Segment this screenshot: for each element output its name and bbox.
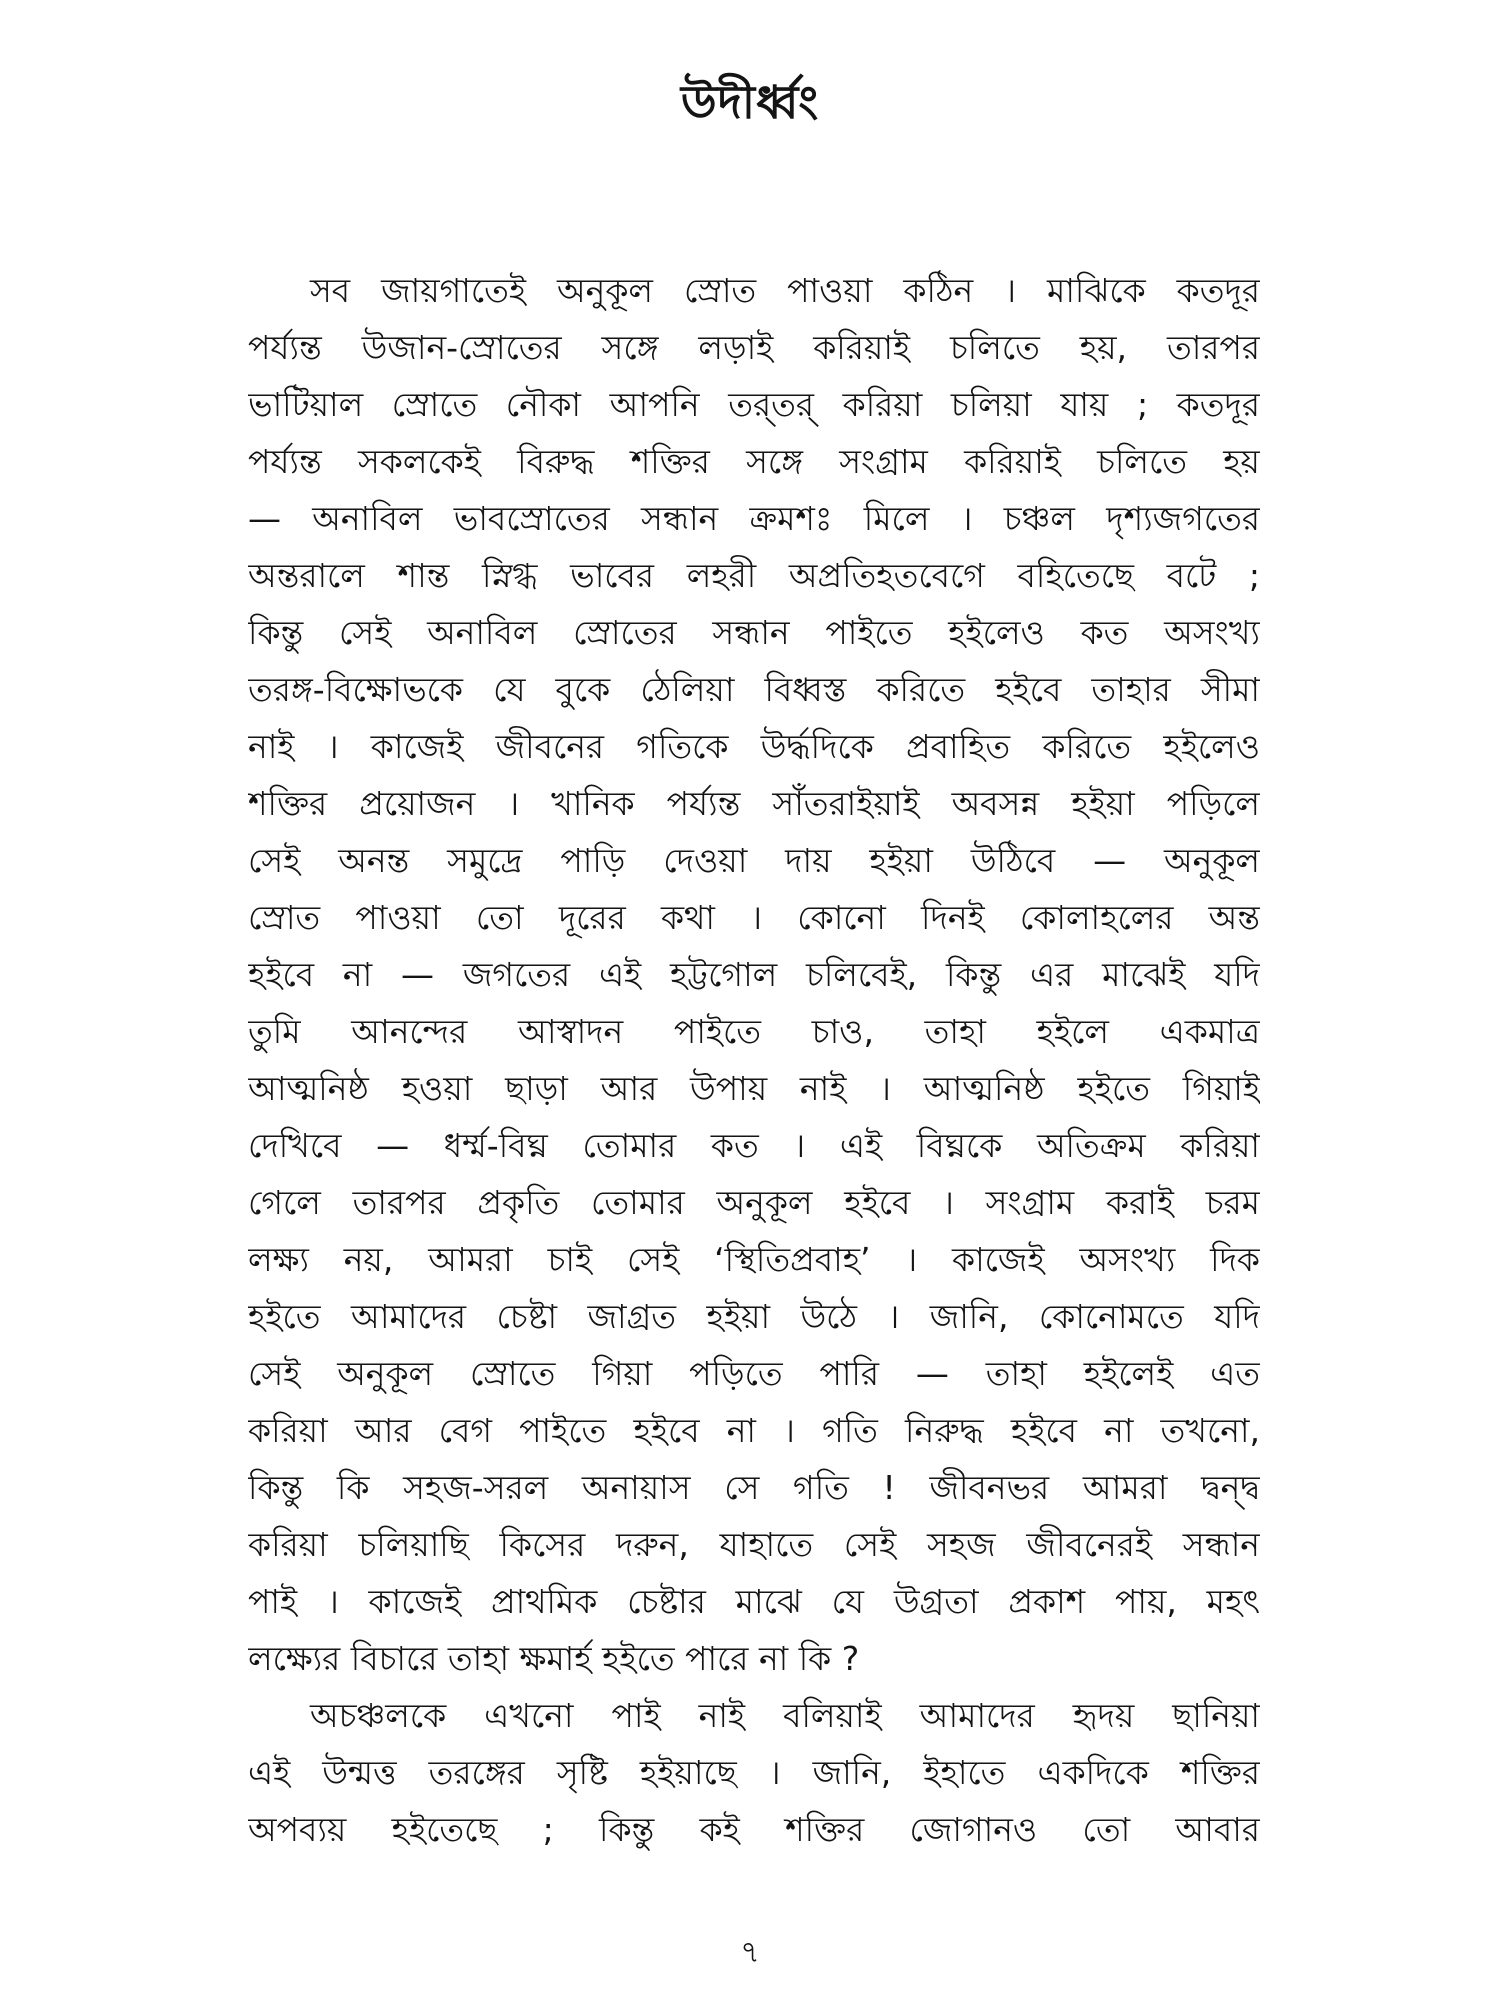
text-line: সব জায়গাতেই অনুকূল স্রোত পাওয়া কঠিন । মাঝিকে কতদূর [310,271,1260,310]
text-line: নাই । কাজেই জীবনের গতিকে উর্দ্ধদিকে প্রবাহিত করিতে হইলেও [248,727,1260,766]
text-line: অন্তরালে শান্ত স্নিগ্ধ ভাবের লহরী অপ্রতিহতবেগে বহিতেছে বটে ; [248,556,1260,595]
paragraph-2 [248,1687,1260,1858]
text-line: লক্ষ্য নয়, আমরা চাই সেই ‘স্থিতিপ্রবাহ’ । কাজেই অসংখ্য দিক [248,1240,1260,1279]
text-line: সেই অনন্ত সমুদ্রে পাড়ি দেওয়া দায় হইয়া উঠিবে — অনুকূল [248,841,1260,880]
text-line: অচঞ্চলকে এখনো পাই নাই বলিয়াই আমাদের হৃদয় ছানিয়া [310,1696,1260,1735]
text-line: হইবে না — জগতের এই হট্টগোল চলিবেই, কিন্তু এর মাঝেই যদি [248,955,1260,994]
text-line: তুমি আনন্দের আস্বাদন পাইতে চাও, তাহা হইলে একমাত্র [248,1012,1260,1051]
text-line: পর্য্যন্ত উজান-স্রোতের সঙ্গে লড়াই করিয়াই চলিতে হয়, তারপর [248,328,1260,367]
text-line: সেই অনুকূল স্রোতে গিয়া পড়িতে পারি — তাহা হইলেই এত [248,1354,1260,1393]
body-text [248,262,1260,1858]
text-line: অপব্যয় হইতেছে ; কিন্তু কই শক্তির জোগানও তো আবার [248,1810,1260,1849]
page-title: উদীর্ধ্বং [680,75,820,129]
text-line: — অনাবিল ভাবস্রোতের সন্ধান ক্রমশঃ মিলে । চঞ্চল দৃশ্যজগতের [248,499,1260,538]
text-line: কিন্তু সেই অনাবিল স্রোতের সন্ধান পাইতে হইলেও কত অসংখ্য [248,613,1260,652]
text-line: দেখিবে — ধর্ম্ম-বিঘ্ন তোমার কত । এই বিঘ্নকে অতিক্রম করিয়া [248,1126,1260,1165]
text-line: পর্য্যন্ত সকলকেই বিরুদ্ধ শক্তির সঙ্গে সংগ্রাম করিয়াই চলিতে হয় [248,442,1260,481]
text-line: আত্মনিষ্ঠ হওয়া ছাড়া আর উপায় নাই । আত্মনিষ্ঠ হইতে গিয়াই [248,1069,1260,1108]
text-line: ভাটিয়াল স্রোতে নৌকা আপনি তর্‌তর্‌ করিয়া চলিয়া যায় ; কতদূর [248,385,1260,424]
paragraph-1 [248,262,1260,1687]
text-line: শক্তির প্রয়োজন । খানিক পর্য্যন্ত সাঁতরাইয়াই অবসন্ন হইয়া পড়িলে [248,784,1260,823]
page-number: ৭ [740,1935,760,1970]
text-line: স্রোত পাওয়া তো দূরের কথা । কোনো দিনই কোলাহলের অন্ত [248,898,1260,937]
text-line: কিন্তু কি সহজ-সরল অনায়াস সে গতি ! জীবনভর আমরা দ্বন্দ্ব [248,1468,1260,1507]
text-line: লক্ষ্যের বিচারে তাহা ক্ষমার্হ হইতে পারে না কি ? [248,1639,860,1678]
text-line: তরঙ্গ-বিক্ষোভকে যে বুকে ঠেলিয়া বিধ্বস্ত করিতে হইবে তাহার সীমা [248,670,1260,709]
text-line: করিয়া আর বেগ পাইতে হইবে না । গতি নিরুদ্ধ হইবে না তখনো, [248,1411,1260,1450]
text-line: হইতে আমাদের চেষ্টা জাগ্রত হইয়া উঠে । জানি, কোনোমতে যদি [248,1297,1260,1336]
text-line: গেলে তারপর প্রকৃতি তোমার অনুকূল হইবে । সংগ্রাম করাই চরম [248,1183,1260,1222]
text-line: এই উন্মত্ত তরঙ্গের সৃষ্টি হইয়াছে । জানি, ইহাতে একদিকে শক্তির [248,1753,1260,1792]
text-line: পাই । কাজেই প্রাথমিক চেষ্টার মাঝে যে উগ্রতা প্রকাশ পায়, মহৎ [248,1582,1260,1621]
text-line: করিয়া চলিয়াছি কিসের দরুন, যাহাতে সেই সহজ জীবনেরই সন্ধান [248,1525,1260,1564]
